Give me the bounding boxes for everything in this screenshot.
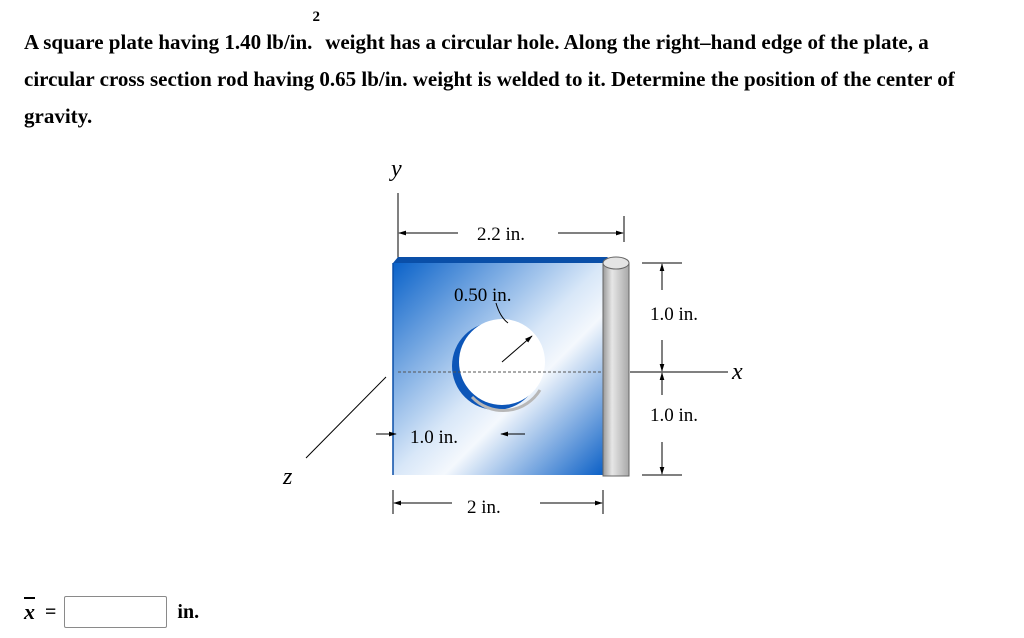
dim-width-bottom-label: 2 in.	[467, 497, 501, 518]
dim-lower-right-label: 1.0 in.	[650, 405, 699, 426]
dim-hole-offset-label: 1.0 in.	[410, 427, 459, 448]
z-axis-label: z	[283, 464, 293, 490]
x-bar-label: $\overline{x}$	[24, 599, 35, 624]
z-axis-line	[306, 377, 386, 458]
x-bar-answer-input[interactable]	[64, 596, 167, 628]
problem-text-end: weight has a circular hole. Along the right–hand edge of the plate, a circular cross section rod having 0.65 lb/in. weight is welded to it. Determine the position of the center of gravity.	[24, 30, 955, 128]
problem-text-start: A square plate having 1.40 lb/in.	[24, 30, 313, 54]
dim-upper-right-label: 1.0 in.	[650, 304, 699, 325]
plate-top-edge	[393, 257, 608, 263]
welded-rod	[603, 263, 629, 476]
dim-radius-label: 0.50 in.	[454, 285, 512, 306]
y-axis-label: y	[391, 156, 402, 182]
x-axis-label: x	[732, 359, 743, 385]
answer-unit: in.	[177, 600, 200, 623]
dim-width-top-label: 2.2 in.	[477, 224, 526, 245]
problem-superscript: 2	[312, 9, 320, 25]
rod-top-cap	[603, 257, 629, 269]
answer-row	[24, 594, 199, 630]
equals-sign: =	[45, 600, 57, 623]
